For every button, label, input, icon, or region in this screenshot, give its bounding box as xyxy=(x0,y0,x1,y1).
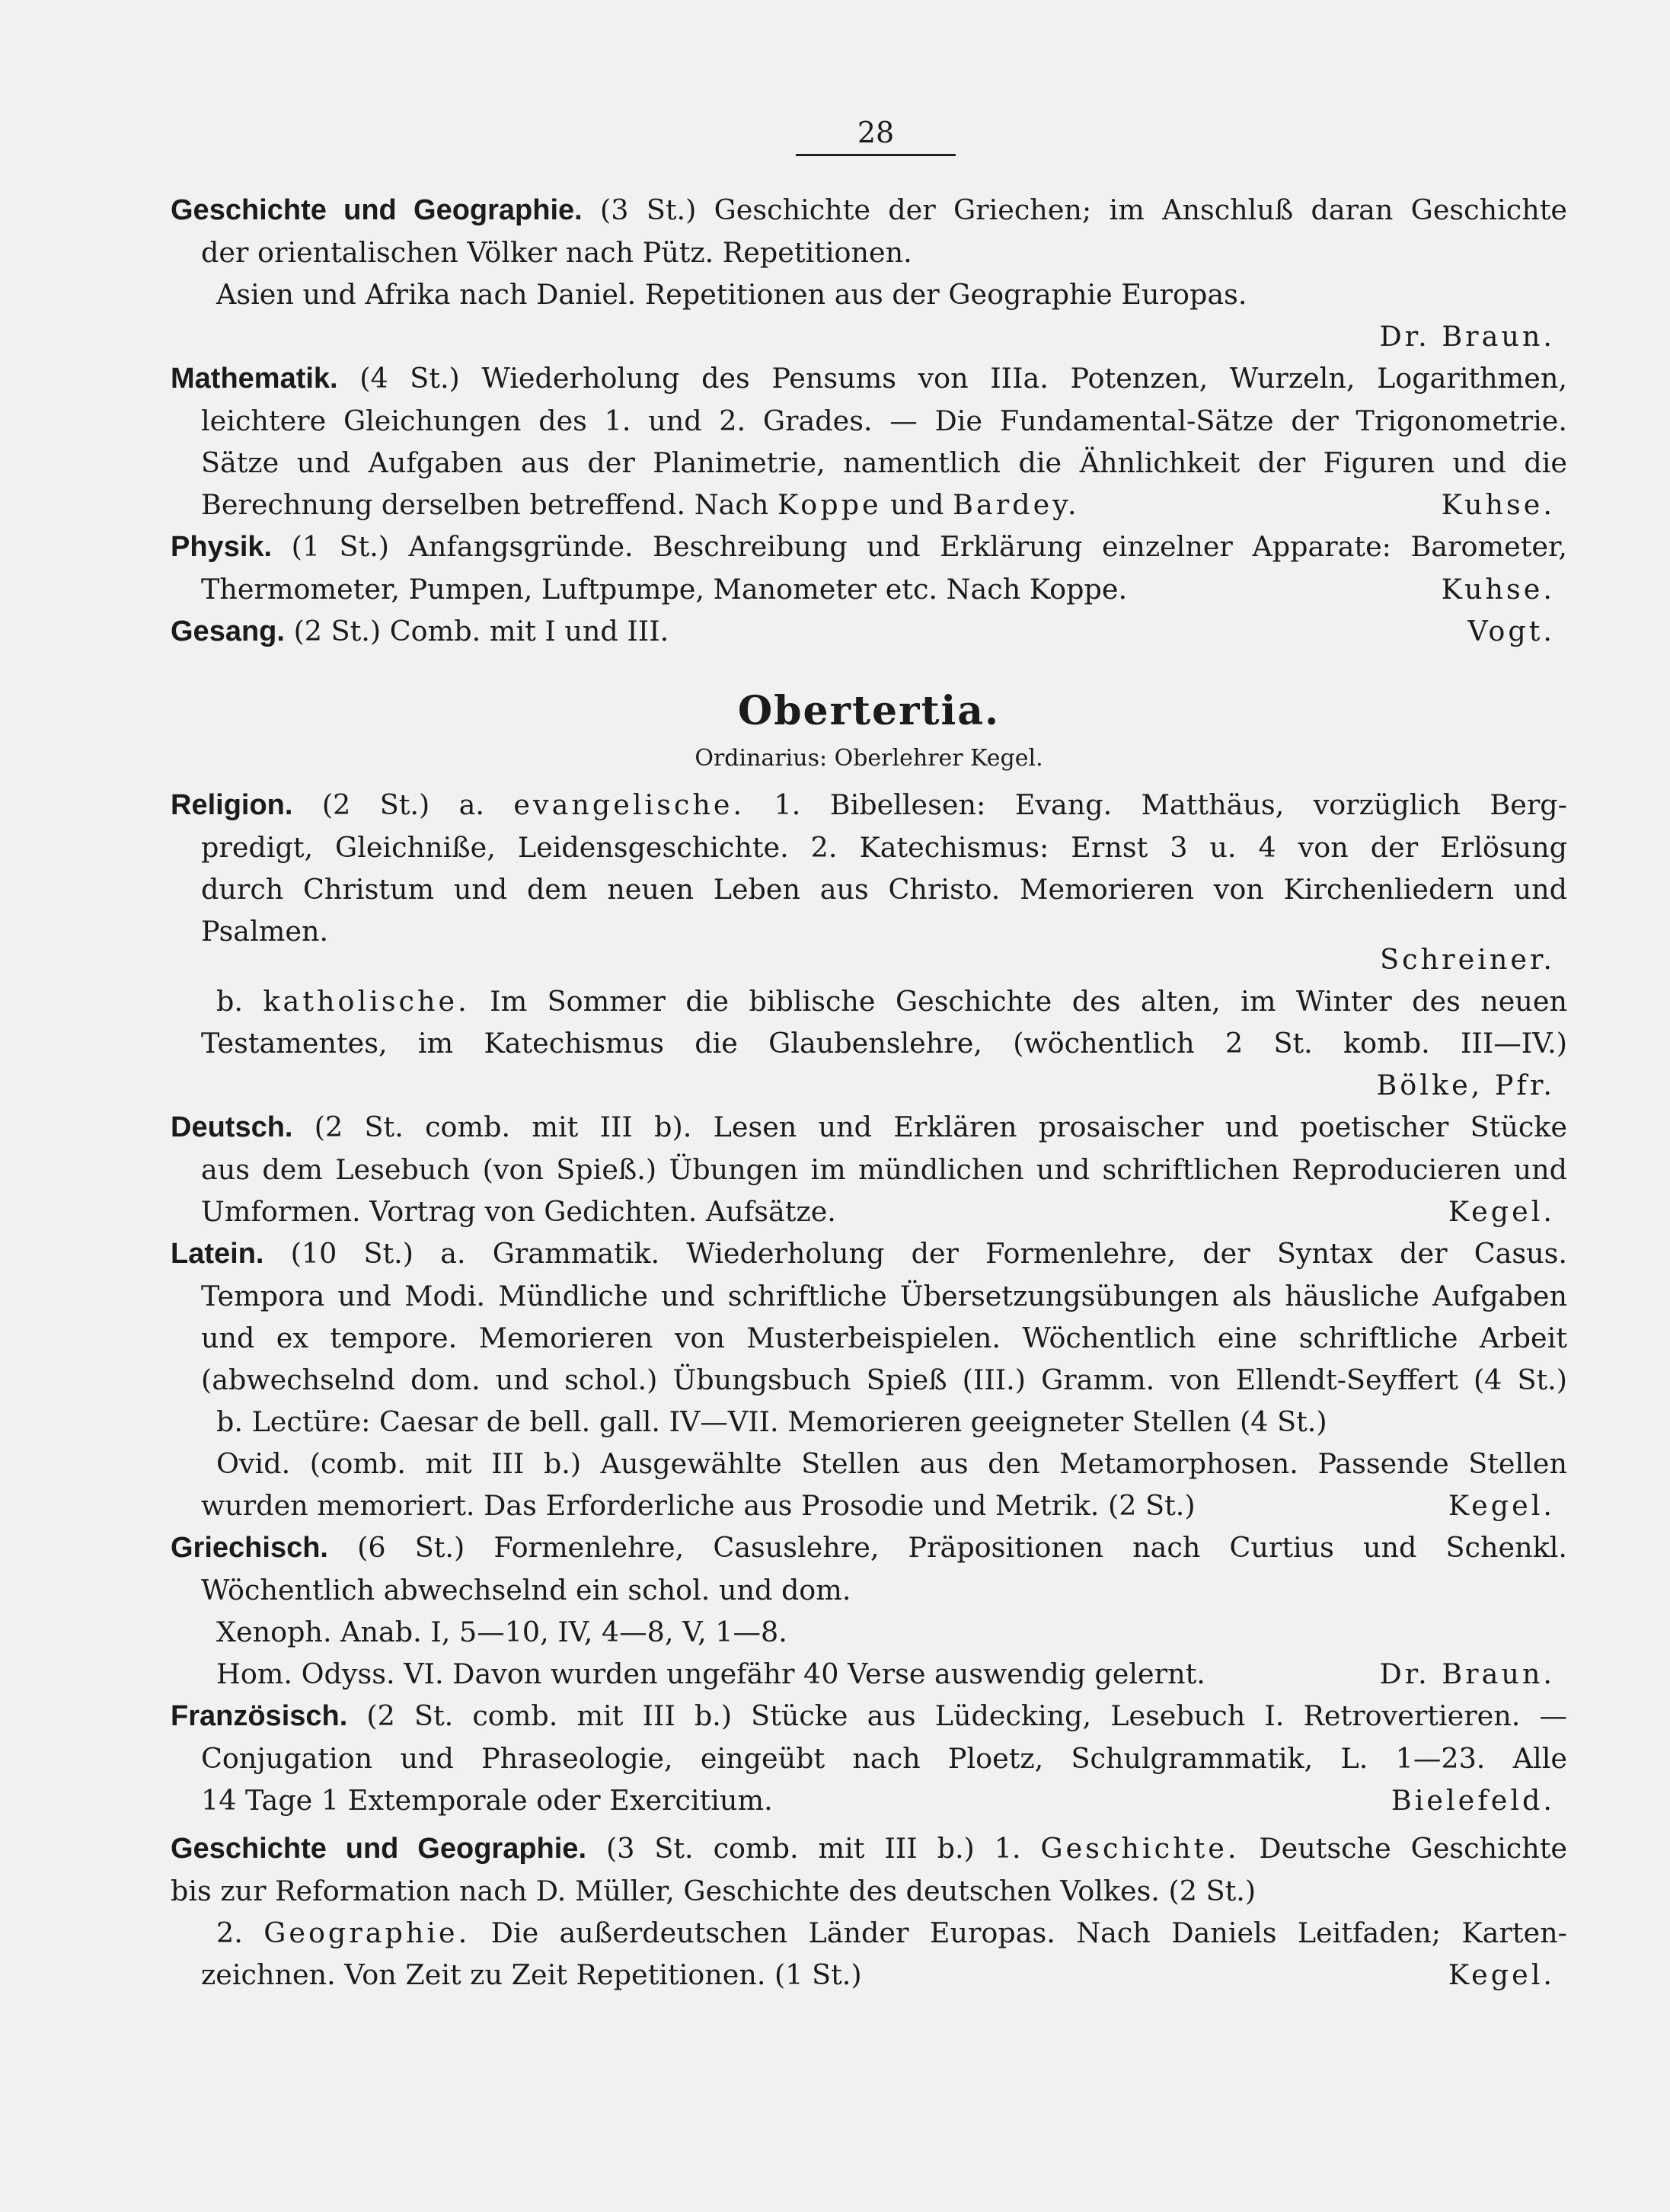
text-line: leichtere Gleichungen des 1. und 2. Grades. — Die Fundamental-Sätze der Trigonometrie. xyxy=(201,404,1567,437)
text-line: Ovid. (comb. mit III b.) Ausgewählte Stellen aus den Metamorphosen. Passende Stellen xyxy=(216,1447,1567,1480)
geschichte-geographie-bottom-section xyxy=(171,1827,1567,1996)
religion-section xyxy=(171,784,1567,1106)
text-line: b. katholische. Im Sommer die biblische Geschichte des alten, im Winter des neuen xyxy=(216,985,1568,1018)
text-line: Griechisch. (6 St.) Formenlehre, Casuslehre, Präpositionen nach Curtius und Schenkl. xyxy=(171,1531,1567,1564)
text-line: aus dem Lesebuch (von Spieß.) Übungen im mündlichen und schriftlichen Reproducieren und xyxy=(201,1153,1567,1186)
text-line: Hom. Odyss. VI. Davon wurden ungefähr 40 Verse auswendig gelernt. Dr. Braun. xyxy=(171,1653,1567,1695)
latein-section xyxy=(171,1232,1567,1526)
text-line: Testamentes, im Katechismus die Glaubenslehre, (wöchentlich 2 St. komb. III—IV.) xyxy=(201,1027,1567,1060)
deutsch-section xyxy=(171,1106,1567,1232)
subject-heading: Religion. xyxy=(171,789,293,821)
geschichte-geographie-top-section xyxy=(171,189,1567,357)
teacher-signature: Dr. Braun. xyxy=(1379,320,1555,353)
teacher-signature: Dr. Braun. xyxy=(1379,1657,1555,1690)
text-line: Physik. (1 St.) Anfangsgründe. Beschreibung und Erklärung einzelner Apparate: Barometer, xyxy=(171,530,1567,563)
griechisch-section xyxy=(171,1526,1567,1695)
text-line: Xenoph. Anab. I, 5—10, IV, 4—8, V, 1—8. xyxy=(216,1616,787,1648)
subject-heading: Deutsch. xyxy=(171,1111,293,1143)
mathematik-section xyxy=(171,357,1567,526)
text-line: Psalmen. xyxy=(201,915,329,948)
subject-heading: Französisch. xyxy=(171,1700,348,1732)
section-title: Obertertia. xyxy=(737,688,1001,734)
teacher-signature: Kegel. xyxy=(1448,1958,1555,1991)
teacher-signature: Schreiner. xyxy=(1380,943,1555,976)
text-line: (abwechselnd dom. und schol.) Übungsbuch Spieß (III.) Gramm. von Ellendt-Seyffert (4 St.) xyxy=(201,1363,1567,1396)
text-line: Umformen. Vortrag von Gedichten. Aufsätze. Kegel. xyxy=(171,1191,1567,1232)
teacher-signature: Kuhse. xyxy=(1441,488,1555,521)
page-number-rule xyxy=(796,154,956,156)
text-line: Tempora und Modi. Mündliche und schriftliche Übersetzungsübungen als häusliche Aufgaben xyxy=(201,1280,1567,1312)
page-number: 28 xyxy=(857,116,895,149)
text-line: Berechnung derselben betreffend. Nach Koppe und Bardey. Kuhse. xyxy=(171,484,1567,526)
gesang-section xyxy=(171,610,1567,653)
text-line: Französisch. (2 St. comb. mit III b.) Stücke aus Lüdecking, Lesebuch I. Retrovertieren. — xyxy=(171,1699,1567,1732)
text-line: Conjugation und Phraseologie, eingeübt nach Ploetz, Schulgrammatik, L. 1—23. Alle xyxy=(201,1742,1567,1775)
text-line: Thermometer, Pumpen, Luftpumpe, Manometer etc. Nach Koppe. Kuhse. xyxy=(171,568,1567,610)
text-line: bis zur Reformation nach D. Müller, Geschichte des deutschen Volkes. (2 St.) xyxy=(171,1875,1256,1907)
teacher-signature: Kuhse. xyxy=(1441,573,1555,606)
text-line: Gesang. (2 St.) Comb. mit I und III. Vogt. xyxy=(171,610,1567,653)
text-line: 14 Tage 1 Extemporale oder Exercitium. Bielefeld. xyxy=(171,1779,1567,1821)
teacher-signature: Kegel. xyxy=(1448,1489,1555,1522)
text-line: zeichnen. Von Zeit zu Zeit Repetitionen. (1 St.) Kegel. xyxy=(171,1954,1567,1996)
subject-heading: Geschichte und Geographie. xyxy=(171,1833,586,1865)
text-line: Sätze und Aufgaben aus der Planimetrie, namentlich die Ähnlichkeit der Figuren und die xyxy=(201,446,1567,479)
ordinarius-line: Ordinarius: Oberlehrer Kegel. xyxy=(695,745,1043,772)
text-line: b. Lectüre: Caesar de bell. gall. IV—VII. Memorieren geeigneter Stellen (4 St.) xyxy=(216,1405,1327,1438)
text-line: der orientalischen Völker nach Pütz. Repetitionen. xyxy=(201,236,912,269)
page-body xyxy=(171,189,1567,1996)
franzoesisch-section xyxy=(171,1695,1567,1821)
text-line: predigt, Gleichniße, Leidensgeschichte. 2. Katechismus: Ernst 3 u. 4 von der Erlösung xyxy=(201,831,1567,864)
subject-heading: Gesang. xyxy=(171,615,285,647)
text-line: und ex tempore. Memorieren von Musterbeispielen. Wöchentlich eine schriftliche Arbeit xyxy=(201,1322,1567,1354)
text-line: Geschichte und Geographie. (3 St. comb. mit III b.) 1. Geschichte. Deutsche Geschichte xyxy=(171,1832,1567,1865)
text-line: Religion. (2 St.) a. evangelische. 1. Bibellesen: Evang. Matthäus, vorzüglich Berg- xyxy=(171,788,1567,821)
text-line: Asien und Afrika nach Daniel. Repetitionen aus der Geographie Europas. xyxy=(216,278,1247,311)
text-line: Wöchentlich abwechselnd ein schol. und dom. xyxy=(201,1574,851,1606)
text-line: 2. Geographie. Die außerdeutschen Länder Europas. Nach Daniels Leitfaden; Karten- xyxy=(216,1916,1567,1949)
text-line: Latein. (10 St.) a. Grammatik. Wiederholung der Formenlehre, der Syntax der Casus. xyxy=(171,1237,1567,1270)
teacher-signature: Bölke, Pfr. xyxy=(1376,1069,1555,1101)
text-line: wurden memoriert. Das Erforderliche aus Prosodie und Metrik. (2 St.) Kegel. xyxy=(171,1485,1567,1526)
subject-heading: Griechisch. xyxy=(171,1532,328,1564)
teacher-signature: Bielefeld. xyxy=(1391,1784,1555,1817)
subject-heading: Geschichte und Geographie. xyxy=(171,194,583,226)
teacher-signature: Vogt. xyxy=(1467,615,1555,647)
subject-heading: Latein. xyxy=(171,1238,264,1270)
text-line: Geschichte und Geographie. (3 St.) Geschichte der Griechen; im Anschluß daran Geschichte xyxy=(171,193,1568,226)
subject-heading: Mathematik. xyxy=(171,363,338,395)
text-line: Mathematik. (4 St.) Wiederholung des Pensums von IIIa. Potenzen, Wurzeln, Logarithmen, xyxy=(171,362,1567,395)
spacer xyxy=(171,1821,1567,1827)
subject-heading: Physik. xyxy=(171,531,273,563)
physik-section xyxy=(171,526,1567,610)
text-line: Deutsch. (2 St. comb. mit III b). Lesen und Erklären prosaischer und poetischer Stücke xyxy=(171,1111,1567,1143)
teacher-signature: Kegel. xyxy=(1448,1195,1555,1228)
text-line: durch Christum und dem neuen Leben aus Christo. Memorieren von Kirchenliedern und xyxy=(201,873,1567,906)
